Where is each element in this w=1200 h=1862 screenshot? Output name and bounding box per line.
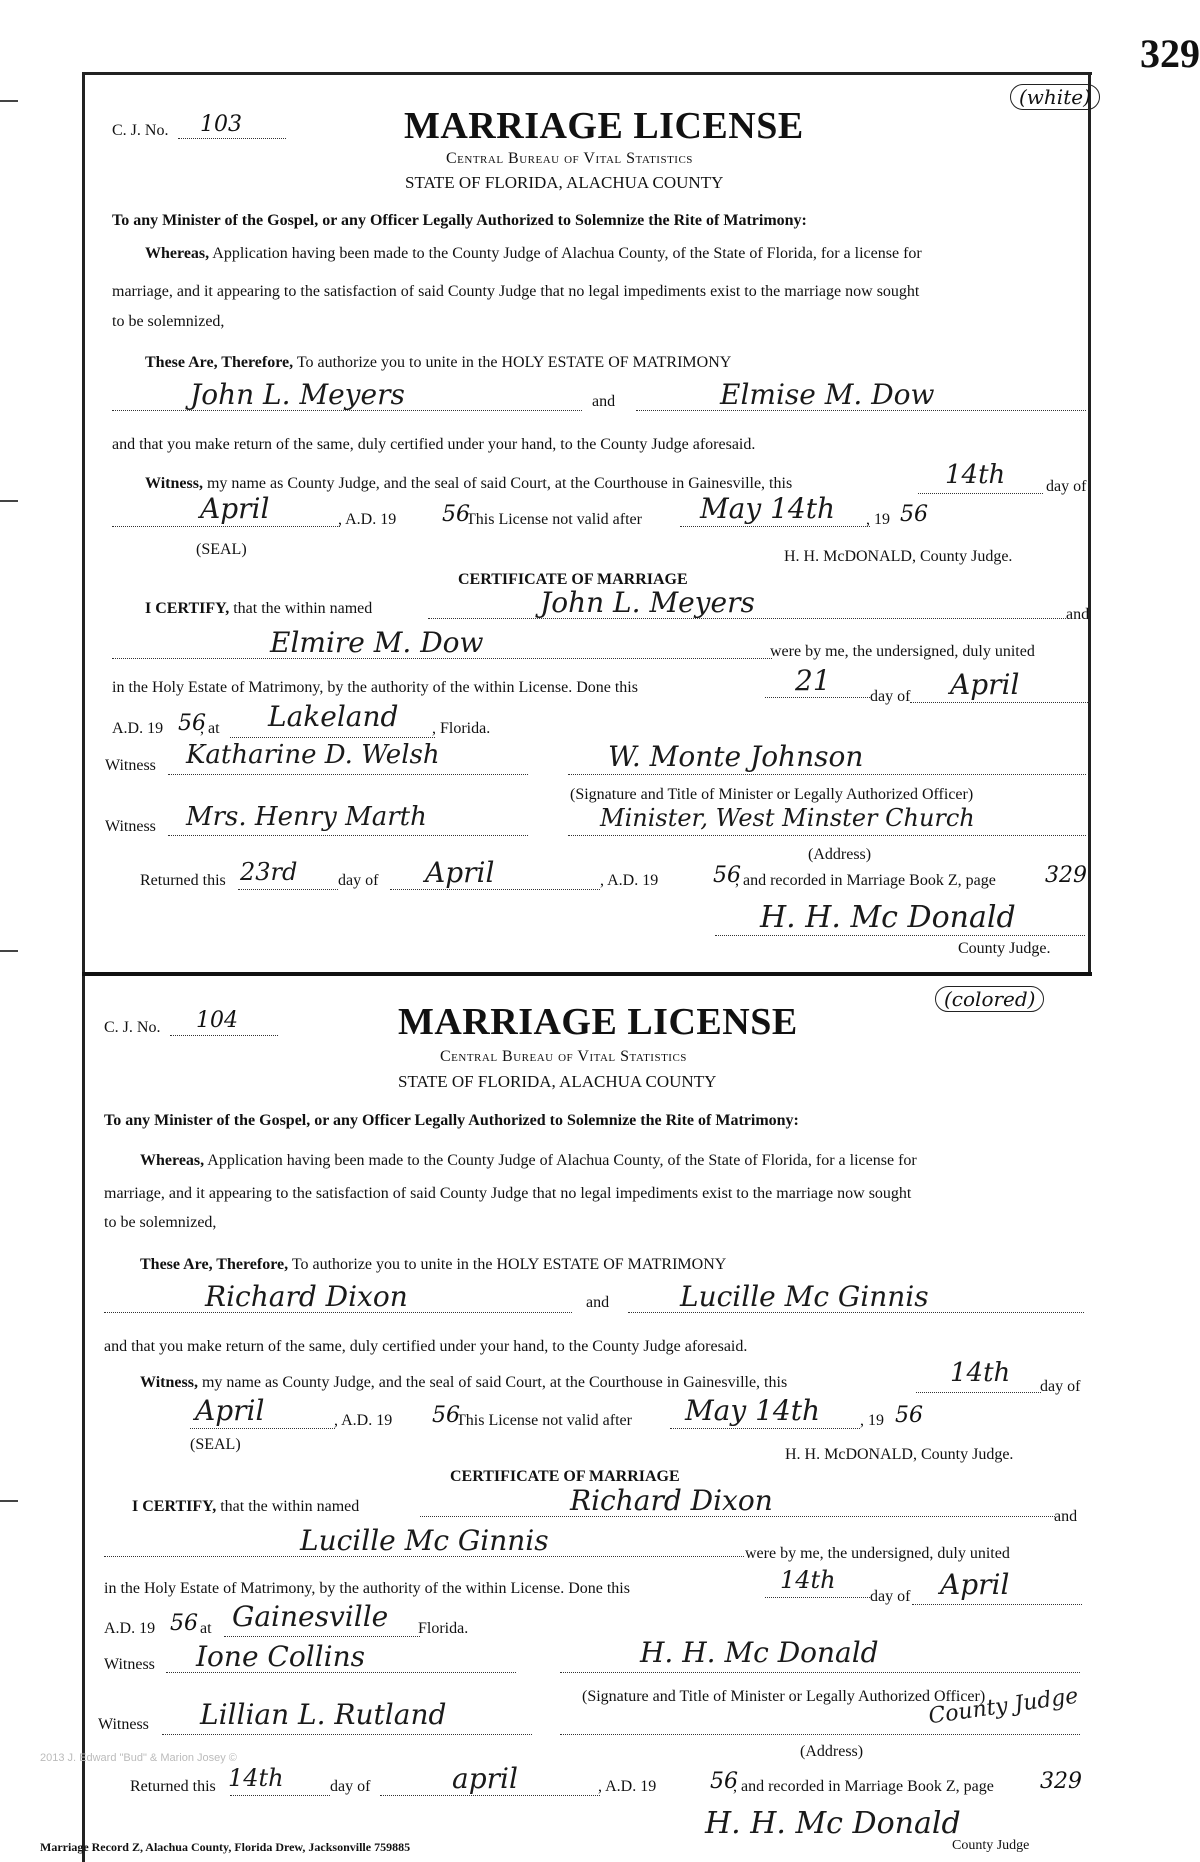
page-number: 329 xyxy=(1140,31,1200,76)
certify-line: I CERTIFY, that the within named xyxy=(145,600,373,617)
cj-no-value: 103 xyxy=(200,112,242,137)
printer-footer: Marriage Record Z, Alachua County, Florida Drew, Jacksonville 759885 xyxy=(40,1840,411,1854)
day-of-label: day of xyxy=(1046,478,1087,495)
groom-name: Richard Dixon xyxy=(205,1280,408,1313)
record-page: 329 xyxy=(1045,863,1087,888)
witness-1-name: Ione Collins xyxy=(196,1640,365,1673)
year-returned: 56 xyxy=(710,1769,738,1794)
groom-name: John L. Meyers xyxy=(190,378,405,411)
at-label: at xyxy=(200,1620,212,1637)
valid-year-prefix: , 19 xyxy=(866,511,890,528)
officiant-signature: W. Monte Johnson xyxy=(608,740,864,773)
copyright-watermark: 2013 J. Edward "Bud" & Marion Josey © xyxy=(40,1752,237,1764)
holy-estate-line: in the Holy Estate of Matrimony, by the authority of the within License. Done this xyxy=(104,1580,630,1597)
whereas-line-3: to be solemnized, xyxy=(104,1214,217,1231)
record-page: 329 xyxy=(1040,1769,1082,1794)
month-married: April xyxy=(950,668,1020,701)
address-caption: (Address) xyxy=(800,1743,864,1760)
and-label: and xyxy=(592,393,616,410)
witness-label: Witness xyxy=(104,1656,155,1673)
and-label: and xyxy=(1054,1508,1078,1525)
witness-label: Witness xyxy=(105,818,156,835)
place: Lakeland xyxy=(268,700,399,733)
witness-2-name: Mrs. Henry Marth xyxy=(186,802,427,832)
ad-label-2: A.D. 19 xyxy=(104,1620,156,1637)
ad-label-3: , A.D. 19 xyxy=(600,872,659,889)
recorded-text: , and recorded in Marriage Book Z, page xyxy=(733,1778,994,1795)
valid-year: 56 xyxy=(895,1403,923,1428)
cert-groom: John L. Meyers xyxy=(540,586,755,619)
day-issued: 14th xyxy=(950,1358,1011,1388)
and-label: and xyxy=(586,1294,610,1311)
and-label: and xyxy=(1066,606,1090,623)
race-note: (colored) xyxy=(935,986,1044,1012)
witness-2-name: Lillian L. Rutland xyxy=(200,1698,447,1731)
margin-mark xyxy=(0,950,18,952)
witness-1-name: Katharine D. Welsh xyxy=(186,740,440,770)
officiant-signature: H. H. Mc Donald xyxy=(640,1636,879,1669)
margin-mark xyxy=(0,100,18,102)
state-line: STATE OF FLORIDA, ALACHUA COUNTY xyxy=(398,1072,717,1091)
address-caption: (Address) xyxy=(808,846,872,863)
whereas-line-1: Whereas, Application having been made to the County Judge of Alachua County, of the State of Florida, for a license for xyxy=(140,1152,917,1169)
whereas-line-3: to be solemnized, xyxy=(112,313,225,330)
valid-year-prefix: , 19 xyxy=(860,1412,884,1429)
certify-line: I CERTIFY, that the within named xyxy=(132,1498,360,1515)
place: Gainesville xyxy=(232,1600,389,1633)
judge-printed: H. H. McDONALD, County Judge. xyxy=(784,548,1013,565)
day-returned: 23rd xyxy=(240,858,298,886)
not-valid-label: This License not valid after xyxy=(456,1412,632,1429)
judge-signature: H. H. Mc Donald xyxy=(705,1806,961,1841)
left-border xyxy=(82,72,85,1862)
valid-until: May 14th xyxy=(685,1394,820,1427)
valid-year: 56 xyxy=(900,502,928,527)
signature-caption: (Signature and Title of Minister or Legally Authorized Officer) xyxy=(570,786,974,803)
bride-name: Lucille Mc Ginnis xyxy=(680,1280,929,1313)
day-returned: 14th xyxy=(228,1764,284,1792)
holy-estate-line: in the Holy Estate of Matrimony, by the authority of the within License. Done this xyxy=(112,679,638,696)
address-line: To any Minister of the Gospel, or any Officer Legally Authorized to Solemnize the Rite of Matrimony: xyxy=(112,212,807,229)
address-line: To any Minister of the Gospel, or any Officer Legally Authorized to Solemnize the Rite of Matrimony: xyxy=(104,1112,799,1129)
cert-groom: Richard Dixon xyxy=(570,1484,773,1517)
witness-label: Witness xyxy=(105,757,156,774)
license-title: MARRIAGE LICENSE xyxy=(398,1001,798,1043)
seal-label: (SEAL) xyxy=(190,1436,241,1453)
at-label: , at xyxy=(200,720,220,737)
margin-mark xyxy=(0,500,18,502)
year-returned: 56 xyxy=(713,863,741,888)
officiant-title: County Judge xyxy=(926,1683,1080,1730)
florida-label: Florida. xyxy=(418,1620,469,1637)
month-returned: april xyxy=(452,1762,518,1795)
returned-label: Returned this xyxy=(130,1778,216,1795)
whereas-line-1: Whereas, Application having been made to the County Judge of Alachua County, of the State of Florida, for a license for xyxy=(145,245,922,262)
ad-label: , A.D. 19 xyxy=(338,511,397,528)
month-issued: April xyxy=(195,1394,265,1427)
whereas-line-2: marriage, and it appearing to the satisfaction of said County Judge that no legal impediments exist to the marriage now sought xyxy=(112,283,920,300)
whereas-line-2: marriage, and it appearing to the satisfaction of said County Judge that no legal impediments exist to the marriage now sought xyxy=(104,1185,912,1202)
witness-line: Witness, my name as County Judge, and the seal of said Court, at the Courthouse in Gainesville, this xyxy=(145,475,793,492)
cj-no-value: 104 xyxy=(196,1008,238,1033)
certificate-heading: CERTIFICATE OF MARRIAGE xyxy=(458,571,688,588)
state-line: STATE OF FLORIDA, ALACHUA COUNTY xyxy=(405,173,724,192)
cert-bride: Lucille Mc Ginnis xyxy=(300,1524,549,1557)
year-issued: 56 xyxy=(432,1403,460,1428)
cj-no-label: C. J. No. xyxy=(104,1019,161,1036)
returned-label: Returned this xyxy=(140,872,226,889)
ad-label-3: , A.D. 19 xyxy=(598,1778,657,1795)
florida-label: , Florida. xyxy=(432,720,491,737)
these-are-line: These Are, Therefore, To authorize you to unite in the HOLY ESTATE OF MATRIMONY xyxy=(145,354,732,371)
race-note: (white) xyxy=(1010,84,1100,110)
month-married: April xyxy=(940,1568,1010,1601)
ad-label: , A.D. 19 xyxy=(334,1412,393,1429)
day-issued: 14th xyxy=(945,460,1006,490)
return-line: and that you make return of the same, duly certified under your hand, to the County Judge aforesaid. xyxy=(104,1338,748,1355)
bride-name: Elmise M. Dow xyxy=(720,378,935,411)
witness-line: Witness, my name as County Judge, and the seal of said Court, at the Courthouse in Gainesville, this xyxy=(140,1374,788,1391)
seal-label: (SEAL) xyxy=(196,541,247,558)
officiant-address: Minister, West Minster Church xyxy=(600,804,975,832)
day-married: 21 xyxy=(795,664,831,697)
county-judge-caption: County Judge. xyxy=(958,940,1051,957)
day-of-label: day of xyxy=(330,1778,371,1795)
judge-signature: H. H. Mc Donald xyxy=(760,900,1016,935)
witness-label: Witness xyxy=(98,1716,149,1733)
these-are-line: These Are, Therefore, To authorize you to unite in the HOLY ESTATE OF MATRIMONY xyxy=(140,1256,727,1273)
day-married: 14th xyxy=(780,1566,836,1594)
united-text: were by me, the undersigned, duly united xyxy=(745,1545,1010,1562)
top-border xyxy=(82,72,1092,75)
united-text: were by me, the undersigned, duly united xyxy=(770,643,1035,660)
certificate-heading: CERTIFICATE OF MARRIAGE xyxy=(450,1468,680,1485)
return-line: and that you make return of the same, duly certified under your hand, to the County Judge aforesaid. xyxy=(112,436,756,453)
year-married: 56 xyxy=(170,1611,198,1636)
recorded-text: , and recorded in Marriage Book Z, page xyxy=(735,872,996,889)
ad-label-2: A.D. 19 xyxy=(112,720,164,737)
valid-until: May 14th xyxy=(700,492,835,525)
not-valid-label: This License not valid after xyxy=(466,511,642,528)
year-married: 56 xyxy=(178,711,206,736)
cert-bride: Elmire M. Dow xyxy=(270,626,484,659)
judge-printed: H. H. McDONALD, County Judge. xyxy=(785,1446,1014,1463)
license-divider xyxy=(82,972,1092,976)
month-returned: April xyxy=(425,856,495,889)
margin-mark xyxy=(0,1500,18,1502)
year-issued: 56 xyxy=(442,502,470,527)
month-issued: April xyxy=(200,492,270,525)
license-title: MARRIAGE LICENSE xyxy=(404,105,804,147)
day-of-label: day of xyxy=(338,872,379,889)
day-of-label: day of xyxy=(870,1588,911,1605)
cj-no-label: C. J. No. xyxy=(112,122,169,139)
right-border xyxy=(1088,72,1091,972)
signature-caption: (Signature and Title of Minister or Legally Authorized Officer) xyxy=(582,1688,986,1705)
county-judge-caption: County Judge xyxy=(952,1838,1030,1853)
day-of-label: day of xyxy=(1040,1378,1081,1395)
bureau-line: Central Bureau of Vital Statistics xyxy=(440,1048,687,1065)
day-of-label: day of xyxy=(870,688,911,705)
bureau-line: Central Bureau of Vital Statistics xyxy=(446,150,693,167)
